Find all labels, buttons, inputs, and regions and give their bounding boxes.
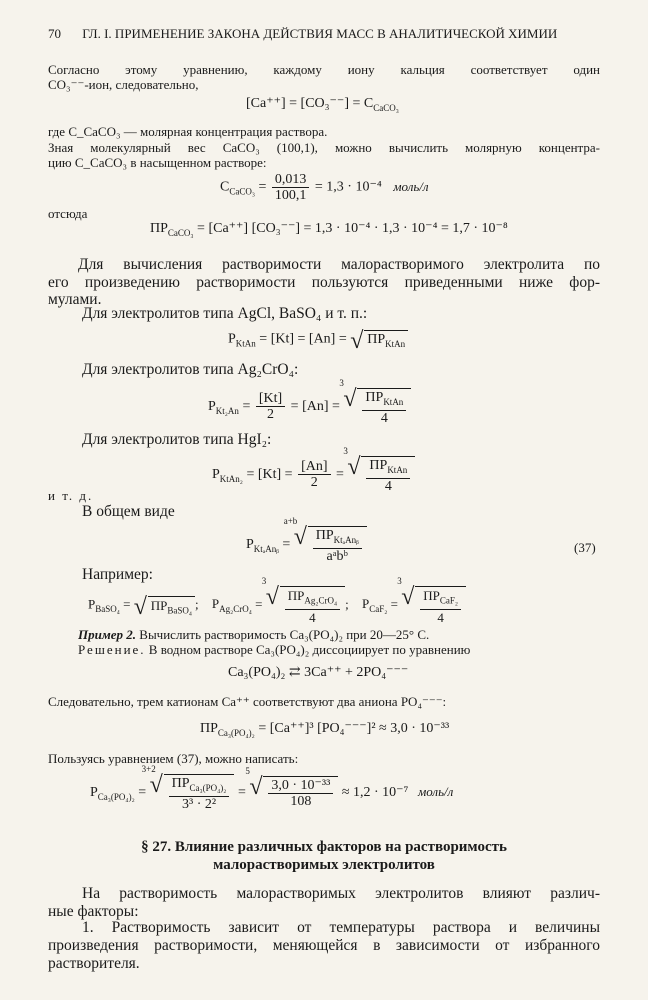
paragraph-line: Для электролитов типа AgCl, BaSO₄ и т. п.: [82, 305, 368, 322]
running-title: ГЛ. I. ПРИМЕНЕНИЕ ЗАКОНА ДЕЙСТВИЯ МАСС В АНАЛИТИЧЕСКОЙ ХИМИИ [82, 26, 558, 41]
paragraph-line: где C_CaCO₃ — молярная концентрация раствора. [48, 124, 328, 139]
example-formulas: $P_{BaSO_4}$ = √ $ПР_{BaSO_4}$ ; $P_{Ag_2CrO_4}$ = 3 √ $\frac{ПР_{Ag_2CrO_4}}{4}$ ; $P_{CaF_2}$ = 3 √ $\frac{ПР_{CaF_2}}{4}$ [88, 586, 466, 625]
paragraph-line: Для электролитов типа HgI₂: [82, 431, 272, 448]
solution-line: Решение. В водном растворе Ca₃(PO₄)₂ диссоциирует по уравнению [78, 642, 471, 657]
paragraph-line: отсюда [48, 206, 88, 221]
formula-2: $P_{Kt_2An}$ = $\frac{[Kt]}{2}$ = [An] = 3 √ $\frac{ПР_{KtAn}}{4}$ [208, 388, 411, 426]
example-label: Пример 2. [78, 627, 137, 642]
paragraph-line: Например: [82, 566, 153, 583]
paragraph-line: 1. Растворимость зависит от температуры раствора и величины [82, 919, 600, 936]
equation-2: $C_{CaCO_3}$ = $\frac{0,013}{100,1}$ = 1,3 · 10⁻⁴ моль/л [220, 172, 429, 203]
paragraph-line: CO₃⁻⁻-ион, следовательно, [48, 77, 199, 92]
page-number: 70 [48, 26, 61, 41]
paragraph-line: Пользуясь уравнением (37), можно написать: [48, 751, 299, 766]
paragraph-line: произведения растворимости, меняющейся в зависимости от избранного [48, 937, 600, 954]
page-header [48, 26, 568, 42]
section-title: § 27. Влияние различных факторов на растворимость [141, 839, 507, 855]
solution-label: Решение. [78, 642, 146, 657]
section-title: малорастворимых электролитов [213, 857, 435, 873]
paragraph-line: Зная молекулярный вес CaCO₃ (100,1), можно вычислить молярную концентра- [48, 140, 600, 155]
equation-3: $ПР_{CaCO_3} = [Ca^{++}] [CO_3^{--}] = 1,3 \cdot 10^{-4} \cdot 1,3 \cdot 10^{-4} = 1,7 \cdot 10^{-8}$ [150, 221, 508, 238]
paragraph-line: мулами. [48, 291, 102, 308]
paragraph-line: его произведению растворимости пользуются приведенными ниже фор- [48, 274, 600, 291]
equation-7: $P_{Ca_3(PO_4)_2}$ = 3+2 √ $\frac{ПР_{Ca_3(PO_4)_2}}{\text{3³ · 2²}}$ = 5 √ $\frac{\text{3,0 · 10⁻³³}}{108}$ ≈ 1,2 · 10⁻⁷ моль/л [90, 764, 454, 812]
equation-1: $[Ca^{++}] = [CO_3^{--}] = C_{CaCO_3}$ [246, 96, 399, 113]
paragraph-line: Для вычисления растворимости малорастворимого электролита по [78, 256, 600, 273]
equation-6: $ПР_{Ca_3(PO_4)_2} = [Ca^{++}]^3$ [PO₄⁻⁻⁻]² ≈ 3,0 · 10⁻³³ [200, 721, 450, 738]
paragraph-line: цию C_CaCO₃ в насыщенном растворе: [48, 155, 267, 170]
dissociation-equation: Ca₃(PO₄)₂ ⇄ 3Ca⁺⁺ + 2PO₄⁻⁻⁻ [228, 665, 409, 680]
example-line: Пример 2. Вычислить растворимость Ca₃(PO₄)₂ при 20—25° С. [78, 627, 430, 642]
paragraph-line: ные факторы: [48, 903, 139, 920]
formula-3: $P_{KtAn_2} = [Kt]$ = $\frac{[An]}{2}$ = 3 √ $\frac{ПР_{KtAn}}{4}$ [212, 456, 415, 494]
paragraph-line: Следовательно, трем катионам Ca⁺⁺ соответствуют два аниона PO₄⁻⁻⁻: [48, 694, 447, 709]
formula-1: $P_{KtAn} = [Kt] = [An]$ = √ $ПР_{KtAn}$ [228, 330, 408, 349]
paragraph-line: На растворимость малорастворимых электролитов влияют различ- [82, 885, 600, 902]
paragraph-line: растворителя. [48, 955, 140, 972]
equation-number: (37) [574, 540, 596, 555]
formula-37: $P_{Kt_aAnᵦ}$ = a+b √ $\frac{ПР_{Kt_aAnᵦ}}{\text{aᵃbᵇ}}$ [246, 526, 367, 564]
paragraph-line: и т. д. [48, 488, 94, 503]
paragraph-line: В общем виде [82, 503, 175, 520]
paragraph-line: Согласно этому уравнению, каждому иону кальция соответствует один [48, 62, 600, 77]
paragraph-line: Для электролитов типа Ag₂CrO₄: [82, 361, 299, 378]
